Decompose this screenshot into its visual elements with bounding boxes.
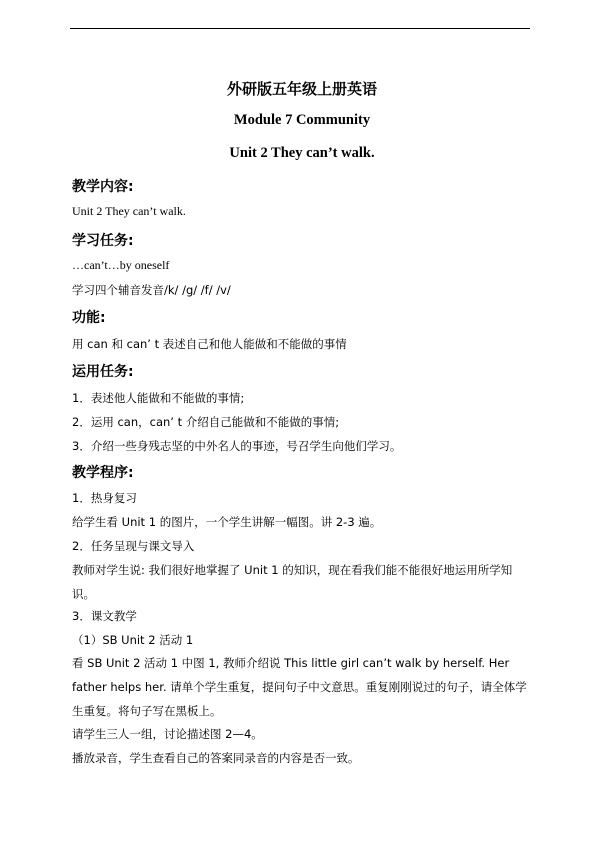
section-heading-tasks: 学习任务: xyxy=(72,233,134,249)
function-line: 用 can 和 can’ t 表述自己和他人能做和不能做的事情 xyxy=(72,337,347,351)
step-1-title: 1．热身复习 xyxy=(72,491,137,505)
group-text: 请学生三人一组，讨论描述图 2—4。 xyxy=(72,727,263,741)
application-item: 3．介绍一些身残志坚的中外名人的事迹，号召学生向他们学习。 xyxy=(72,439,402,453)
document-title: 外研版五年级上册英语 xyxy=(226,80,377,98)
tasks-line-2: 学习四个辅音发音/k/ /g/ /f/ /v/ xyxy=(72,283,231,297)
module-title: Module 7 Community xyxy=(233,112,371,128)
step-2-title: 2．任务呈现与课文导入 xyxy=(72,539,195,553)
content-line: Unit 2 They can’t walk. xyxy=(72,204,186,218)
section-heading-function: 功能: xyxy=(72,310,106,326)
section-heading-application: 运用任务: xyxy=(72,364,134,380)
tasks-line-1: …can’t…by oneself xyxy=(72,258,170,272)
audio-text: 播放录音，学生查看自己的答案同录音的内容是否一致。 xyxy=(72,751,360,765)
step-2-text: 教师对学生说: 我们很好地掌握了 Unit 1 的知识，现在看我们能不能很好地运用所学知识。 xyxy=(72,563,513,601)
application-item: 1．表述他人能做和不能做的事情; xyxy=(72,391,245,405)
header-rule xyxy=(70,28,530,29)
section-heading-procedure: 教学程序: xyxy=(72,465,134,481)
section-heading-content: 教学内容: xyxy=(72,179,134,195)
application-item: 2．运用 can，can’ t 介绍自己能做和不能做的事情; xyxy=(72,415,340,429)
activity-title: （1）SB Unit 2 活动 1 xyxy=(72,633,194,647)
activity-text: 看 SB Unit 2 活动 1 中图 1, 教师介绍说 This little girl can’t walk by herself. Her father helps her. 请单个学生重复，提问句子中文意思。重复刚刚说过的句子，请全体学生重复。将句子写在黑板上。 xyxy=(72,656,527,718)
unit-title: Unit 2 They can’t walk. xyxy=(229,145,375,161)
step-3-title: 3．课文教学 xyxy=(72,609,137,623)
step-1-text: 给学生看 Unit 1 的图片，一个学生讲解一幅图。讲 2-3 遍。 xyxy=(72,515,382,529)
